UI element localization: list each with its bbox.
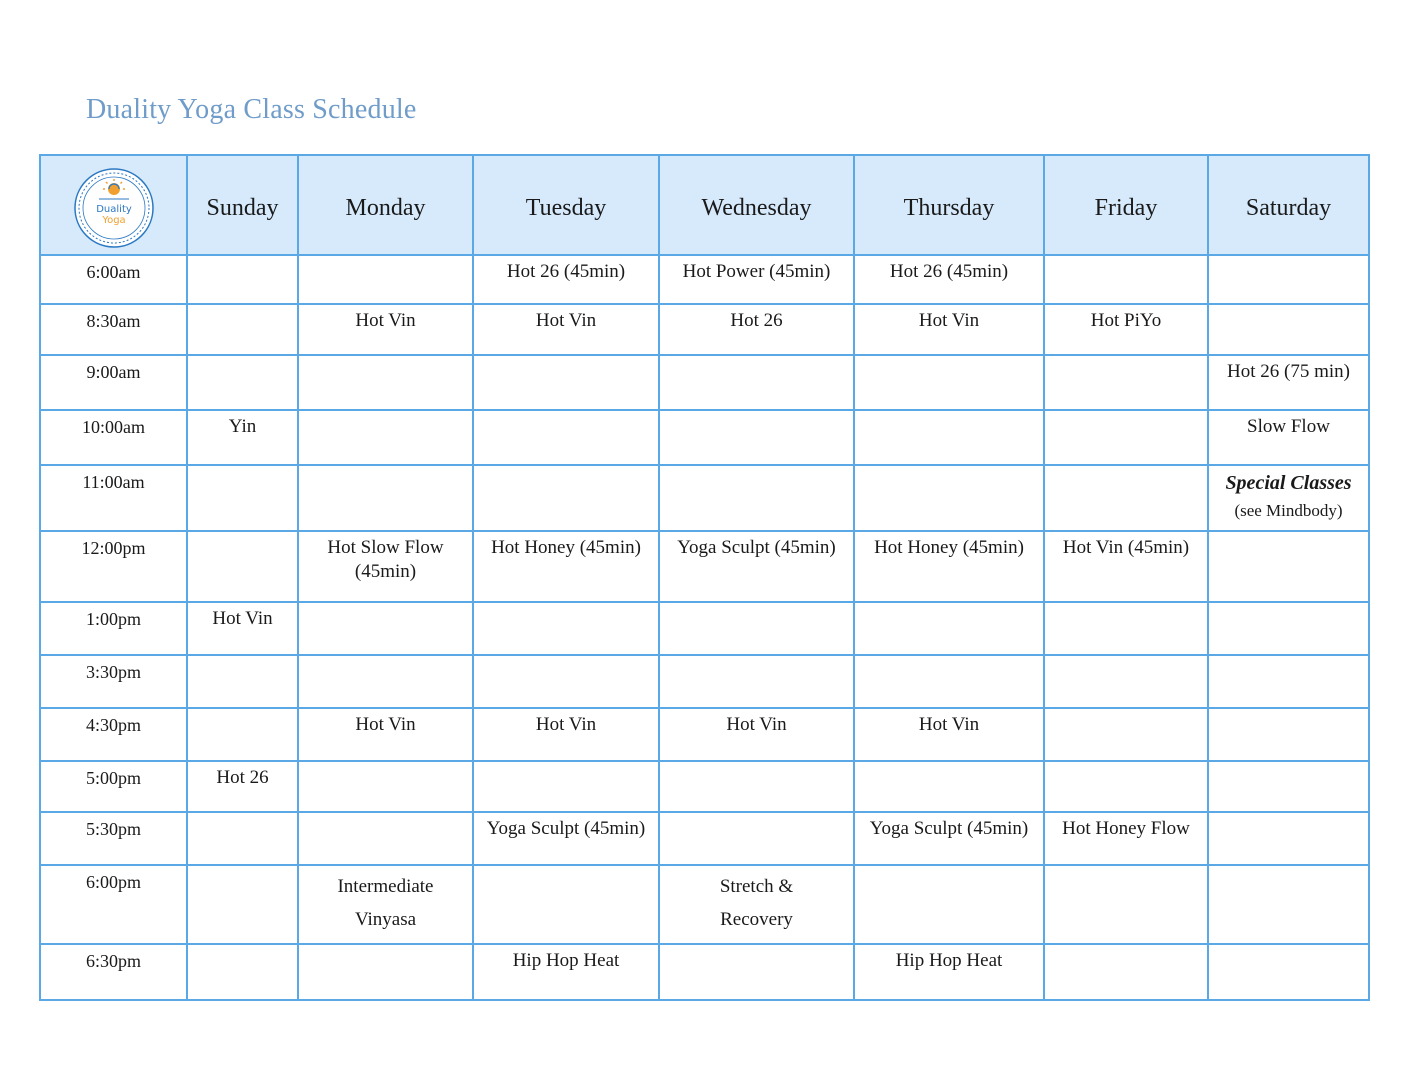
svg-text:Yoga: Yoga	[101, 215, 126, 226]
time-cell: 6:00pm	[40, 865, 187, 944]
schedule-row	[40, 944, 1369, 1000]
class-cell	[473, 655, 659, 708]
class-cell: Hot Vin	[473, 708, 659, 761]
schedule-row	[40, 465, 1369, 531]
class-cell: Hot 26 (45min)	[473, 255, 659, 304]
class-cell	[1208, 655, 1369, 708]
class-cell	[659, 944, 854, 1000]
schedule-row	[40, 355, 1369, 410]
class-cell	[187, 465, 298, 531]
class-cell: Yoga Sculpt (45min)	[473, 812, 659, 865]
class-cell	[1044, 761, 1208, 812]
class-cell	[473, 761, 659, 812]
class-cell	[854, 655, 1044, 708]
class-cell: Hot Honey (45min)	[473, 531, 659, 602]
class-cell: Hot 26 (45min)	[854, 255, 1044, 304]
class-cell	[1044, 255, 1208, 304]
class-cell	[187, 865, 298, 944]
class-cell: Hot Vin	[473, 304, 659, 355]
class-cell: Stretch & Recovery	[659, 865, 854, 944]
class-cell	[187, 708, 298, 761]
time-cell: 3:30pm	[40, 655, 187, 708]
class-cell	[298, 761, 473, 812]
class-cell	[854, 355, 1044, 410]
class-cell	[659, 465, 854, 531]
class-cell: Hot Honey (45min)	[854, 531, 1044, 602]
schedule-row	[40, 708, 1369, 761]
time-cell: 9:00am	[40, 355, 187, 410]
time-cell: 4:30pm	[40, 708, 187, 761]
class-cell: Yoga Sculpt (45min)	[659, 531, 854, 602]
special-classes-note: (see Mindbody)	[1234, 501, 1343, 520]
class-cell: Hot Power (45min)	[659, 255, 854, 304]
class-cell	[1208, 602, 1369, 655]
class-cell	[187, 255, 298, 304]
class-cell	[854, 761, 1044, 812]
class-schedule-table	[39, 154, 1370, 1001]
class-cell	[1044, 410, 1208, 465]
class-cell	[298, 355, 473, 410]
class-cell	[298, 410, 473, 465]
class-cell: Slow Flow	[1208, 410, 1369, 465]
schedule-row	[40, 865, 1369, 944]
class-cell	[1044, 655, 1208, 708]
schedule-row	[40, 304, 1369, 355]
day-header-thursday: Thursday	[854, 155, 1044, 255]
class-cell	[1208, 812, 1369, 865]
class-cell	[298, 655, 473, 708]
class-cell	[1044, 708, 1208, 761]
class-cell	[473, 602, 659, 655]
day-header-sunday: Sunday	[187, 155, 298, 255]
class-cell: Hot Honey Flow	[1044, 812, 1208, 865]
class-cell	[1208, 708, 1369, 761]
class-cell: Hot Vin	[187, 602, 298, 655]
class-cell	[187, 304, 298, 355]
class-cell	[187, 944, 298, 1000]
schedule-row	[40, 655, 1369, 708]
special-classes-cell	[1208, 465, 1369, 531]
class-cell	[659, 761, 854, 812]
class-cell	[473, 865, 659, 944]
class-cell	[187, 355, 298, 410]
class-cell	[1044, 944, 1208, 1000]
class-cell	[854, 602, 1044, 655]
logo-cell	[40, 155, 187, 255]
class-cell	[298, 255, 473, 304]
day-header-friday: Friday	[1044, 155, 1208, 255]
day-header-saturday: Saturday	[1208, 155, 1369, 255]
class-cell: Hot 26	[659, 304, 854, 355]
sun-logo-icon	[73, 167, 155, 249]
class-cell: Yoga Sculpt (45min)	[854, 812, 1044, 865]
day-header-wednesday: Wednesday	[659, 155, 854, 255]
time-cell: 6:30pm	[40, 944, 187, 1000]
svg-text:Duality: Duality	[95, 204, 132, 215]
class-cell	[1208, 761, 1369, 812]
time-cell: 1:00pm	[40, 602, 187, 655]
class-cell: Hip Hop Heat	[854, 944, 1044, 1000]
class-cell	[854, 865, 1044, 944]
class-cell: Hot Vin	[659, 708, 854, 761]
class-cell	[298, 944, 473, 1000]
class-cell	[854, 465, 1044, 531]
time-cell: 6:00am	[40, 255, 187, 304]
class-cell: Yin	[187, 410, 298, 465]
class-cell: Hot Vin	[854, 304, 1044, 355]
time-cell: 8:30am	[40, 304, 187, 355]
time-cell: 11:00am	[40, 465, 187, 531]
class-cell	[1044, 355, 1208, 410]
class-cell	[1044, 602, 1208, 655]
day-header-monday: Monday	[298, 155, 473, 255]
class-cell	[298, 602, 473, 655]
class-cell	[659, 410, 854, 465]
class-cell	[1208, 304, 1369, 355]
class-cell	[187, 812, 298, 865]
class-cell	[659, 355, 854, 410]
class-cell: Hot 26	[187, 761, 298, 812]
class-cell	[1208, 944, 1369, 1000]
schedule-row	[40, 602, 1369, 655]
class-cell	[187, 655, 298, 708]
class-cell	[659, 655, 854, 708]
special-classes-title: Special Classes	[1225, 472, 1352, 494]
class-cell: Intermediate Vinyasa	[298, 865, 473, 944]
time-cell: 5:00pm	[40, 761, 187, 812]
class-cell	[1208, 865, 1369, 944]
class-cell	[1044, 865, 1208, 944]
day-header-tuesday: Tuesday	[473, 155, 659, 255]
time-cell: 12:00pm	[40, 531, 187, 602]
class-cell	[298, 465, 473, 531]
schedule-row	[40, 812, 1369, 865]
class-cell	[187, 531, 298, 602]
class-cell: Hot Vin	[298, 708, 473, 761]
schedule-row	[40, 531, 1369, 602]
class-cell: Hot 26 (75 min)	[1208, 355, 1369, 410]
class-cell	[1208, 531, 1369, 602]
class-cell	[659, 812, 854, 865]
schedule-row	[40, 410, 1369, 465]
class-cell	[854, 410, 1044, 465]
class-cell	[473, 355, 659, 410]
class-cell	[659, 602, 854, 655]
header-row	[40, 155, 1369, 255]
time-cell: 10:00am	[40, 410, 187, 465]
class-cell	[298, 812, 473, 865]
class-cell: Hot Vin	[854, 708, 1044, 761]
class-cell: Hot Slow Flow (45min)	[298, 531, 473, 602]
page-title: Duality Yoga Class Schedule	[86, 94, 417, 125]
class-cell: Hot Vin	[298, 304, 473, 355]
class-cell: Hot Vin (45min)	[1044, 531, 1208, 602]
schedule-row	[40, 255, 1369, 304]
time-cell: 5:30pm	[40, 812, 187, 865]
class-cell	[473, 410, 659, 465]
class-cell: Hot PiYo	[1044, 304, 1208, 355]
class-cell: Hip Hop Heat	[473, 944, 659, 1000]
class-cell	[1044, 465, 1208, 531]
class-cell	[1208, 255, 1369, 304]
duality-yoga-logo	[73, 167, 155, 249]
class-cell	[473, 465, 659, 531]
schedule-row	[40, 761, 1369, 812]
